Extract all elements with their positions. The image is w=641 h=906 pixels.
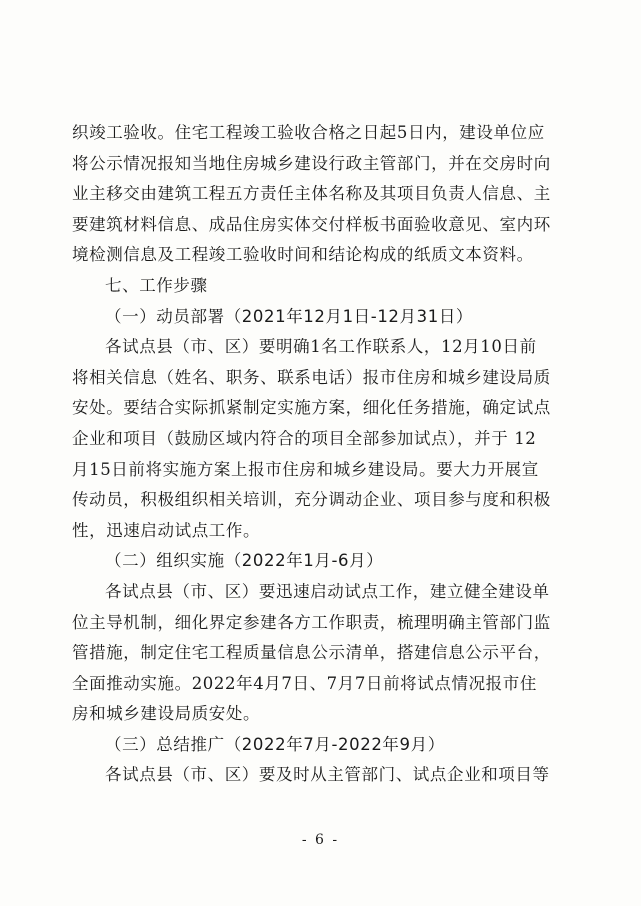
body-line: 各试点县（市、区）要迅速启动试点工作，建立健全建设单 [105, 581, 550, 601]
body-line: 境检测信息及工程竣工验收时间和结论构成的纸质文本资料。 [72, 245, 534, 265]
body-line: 织竣工验收。住宅工程竣工验收合格之日起5日内，建设单位应 [72, 123, 545, 142]
body-line: 性，迅速启动试点工作。 [72, 520, 261, 540]
body-line: 业主移交由建筑工程五方责任主体名称及其项目负责人信息、主 [72, 184, 551, 204]
subsection-heading: （一）动员部署（2021年12月1日-12月31日） [105, 306, 474, 326]
subsection-heading: （二）组织实施（2022年1月-6月） [105, 551, 384, 571]
body-line: 各试点县（市、区）要明确1名工作联系人，12月10日前 [105, 337, 537, 357]
body-line: 管措施，制定住宅工程质量信息公示清单，搭建信息公示平台， [72, 643, 551, 663]
body-line: 要建筑材料信息、成品住房实体交付样板书面验收意见、室内环 [72, 214, 551, 234]
body-line: 传动员，积极组织相关培训，充分调动企业、项目参与度和积极 [72, 490, 551, 510]
body-line: 全面推动实施。2022年4月7日、7月7日前将试点情况报市住 [72, 673, 537, 693]
body-line: 将公示情况报知当地住房城乡建设行政主管部门，并在交房时向 [72, 153, 551, 173]
body-line: 房和城乡建设局质安处。 [72, 704, 261, 724]
body-line: 各试点县（市、区）要及时从主管部门、试点企业和项目等 [105, 765, 550, 785]
page-number: - 6 - [301, 832, 340, 848]
body-line: 将相关信息（姓名、职务、联系电话）报市住房和城乡建设局质 [72, 367, 551, 387]
section-heading: 七、工作步骤 [105, 275, 208, 295]
body-line: 月15日前将实施方案上报市住房和城乡建设局。要大力开展宣 [72, 459, 539, 479]
body-line: 安处。要结合实际抓紧制定实施方案，细化任务措施，确定试点 [72, 398, 551, 418]
document-body [72, 118, 558, 791]
body-line: 位主导机制，细化界定参建各方工作职责，梳理明确主管部门监 [72, 612, 551, 632]
subsection-heading: （三）总结推广（2022年7月-2022年9月） [105, 734, 445, 754]
body-line: 企业和项目（鼓励区域内符合的项目全部参加试点），并于 12 [72, 428, 537, 448]
